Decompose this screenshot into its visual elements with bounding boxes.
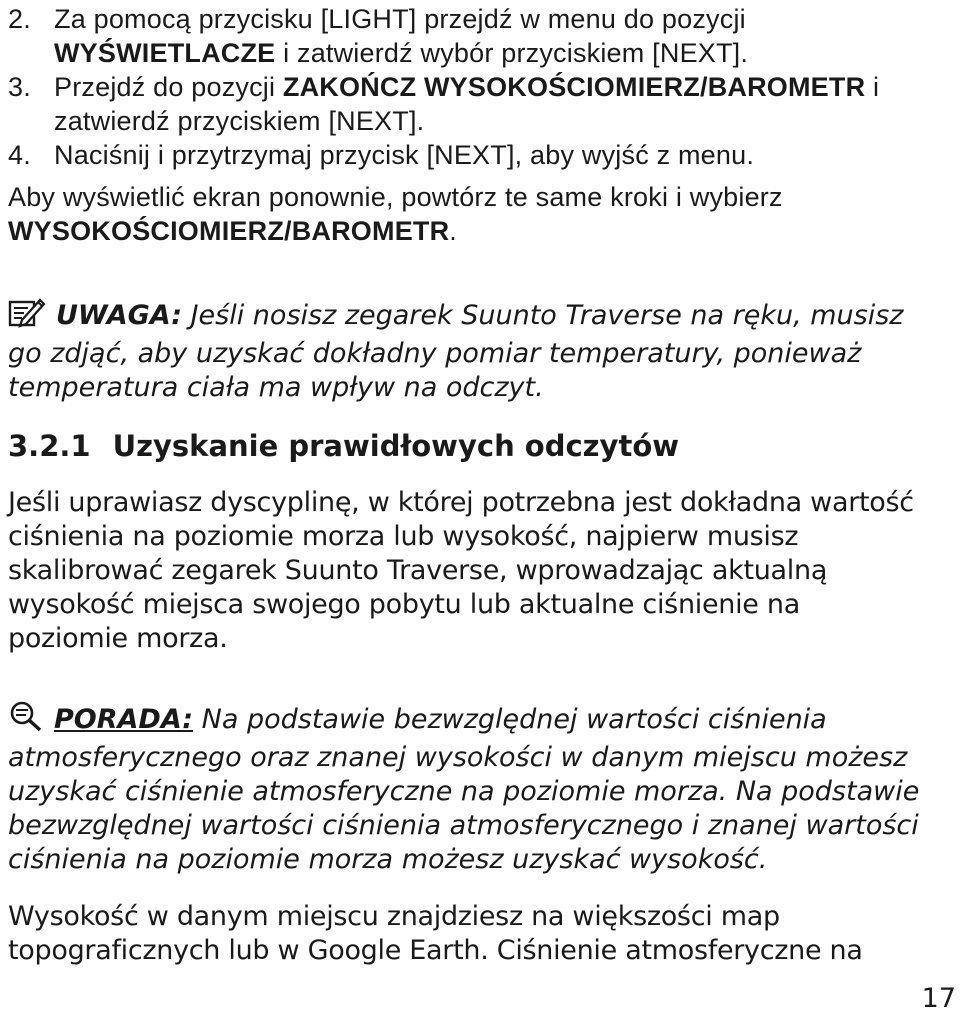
note-text: go zdjąć, aby uzyskać dokładny pomiar temperatury, ponieważ bbox=[8, 338, 862, 369]
step-number: 3. bbox=[8, 72, 31, 102]
note-label: UWAGA: bbox=[56, 300, 182, 331]
tip-text: ciśnienia na poziomie morza możesz uzyskać wysokość. bbox=[8, 844, 768, 875]
paragraph-line: Wysokość w danym miejscu znajdziesz na większości map bbox=[8, 901, 780, 932]
paragraph-line: topograficznych lub w Google Earth. Ciśnienie atmosferyczne na bbox=[8, 935, 863, 966]
step-number: 2. bbox=[8, 4, 31, 34]
tip-label: PORADA: bbox=[54, 704, 194, 735]
section-title: Uzyskanie prawidłowych odczytów bbox=[112, 429, 680, 463]
menu-item-name: WYSOKOŚCIOMIERZ/BAROMETR bbox=[8, 216, 450, 246]
step-3 bbox=[8, 70, 948, 138]
step-text: i bbox=[865, 72, 880, 102]
step-number: 4. bbox=[8, 140, 31, 170]
step-2 bbox=[8, 2, 948, 70]
paragraph-line: wysokość miejsca swojego pobytu lub aktualne ciśnienie na bbox=[8, 589, 800, 620]
step-4 bbox=[8, 138, 948, 172]
note-text: Jeśli nosisz zegarek Suunto Traverse na ręku, musisz bbox=[182, 300, 904, 331]
step-text: i zatwierdź wybór przyciskiem [NEXT]. bbox=[275, 38, 749, 68]
redisplay-paragraph bbox=[8, 180, 948, 248]
tip-box bbox=[8, 700, 938, 877]
tip-text: atmosferycznego oraz znanej wysokości w danym miejscu możesz bbox=[8, 742, 908, 773]
tip-text: Na podstawie bezwzględnej wartości ciśnienia bbox=[193, 704, 827, 735]
menu-item-name: WYŚWIETLACZE bbox=[54, 38, 276, 68]
punctuation: . bbox=[449, 216, 457, 246]
step-text: Za pomocą przycisku [LIGHT] przejdź w menu do pozycji bbox=[54, 4, 746, 34]
note-box bbox=[8, 296, 938, 405]
section-number: 3.2.1 bbox=[8, 429, 91, 463]
tip-text: bezwzględnej wartości ciśnienia atmosferycznego i znanej wartości bbox=[8, 810, 919, 841]
map-paragraph bbox=[8, 900, 953, 968]
step-text: Naciśnij i przytrzymaj przycisk [NEXT], aby wyjść z menu. bbox=[54, 140, 755, 170]
paragraph-line: poziomie morza. bbox=[8, 623, 228, 654]
section-heading bbox=[8, 428, 679, 464]
note-pencil-icon bbox=[8, 296, 46, 337]
page-number: 17 bbox=[921, 983, 956, 1014]
paragraph-line: Jeśli uprawiasz dyscyplinę, w której potrzebna jest dokładna wartość bbox=[8, 487, 914, 518]
magnifier-tip-icon bbox=[8, 700, 44, 741]
note-text: temperatura ciała ma wpływ na odczyt. bbox=[8, 372, 544, 403]
menu-item-name: ZAKOŃCZ WYSOKOŚCIOMIERZ/BAROMETR bbox=[282, 72, 866, 102]
paragraph-line: Aby wyświetlić ekran ponownie, powtórz te same kroki i wybierz bbox=[8, 182, 783, 212]
paragraph-line: skalibrować zegarek Suunto Traverse, wprowadzając aktualną bbox=[8, 555, 828, 586]
step-text: Przejdź do pozycji bbox=[54, 72, 283, 102]
tip-text: uzyskać ciśnienie atmosferyczne na poziomie morza. Na podstawie bbox=[8, 776, 920, 807]
paragraph-line: ciśnienia na poziomie morza lub wysokość, najpierw musisz bbox=[8, 521, 799, 552]
step-text: zatwierdź przyciskiem [NEXT]. bbox=[54, 106, 425, 136]
calibration-paragraph bbox=[8, 486, 953, 656]
